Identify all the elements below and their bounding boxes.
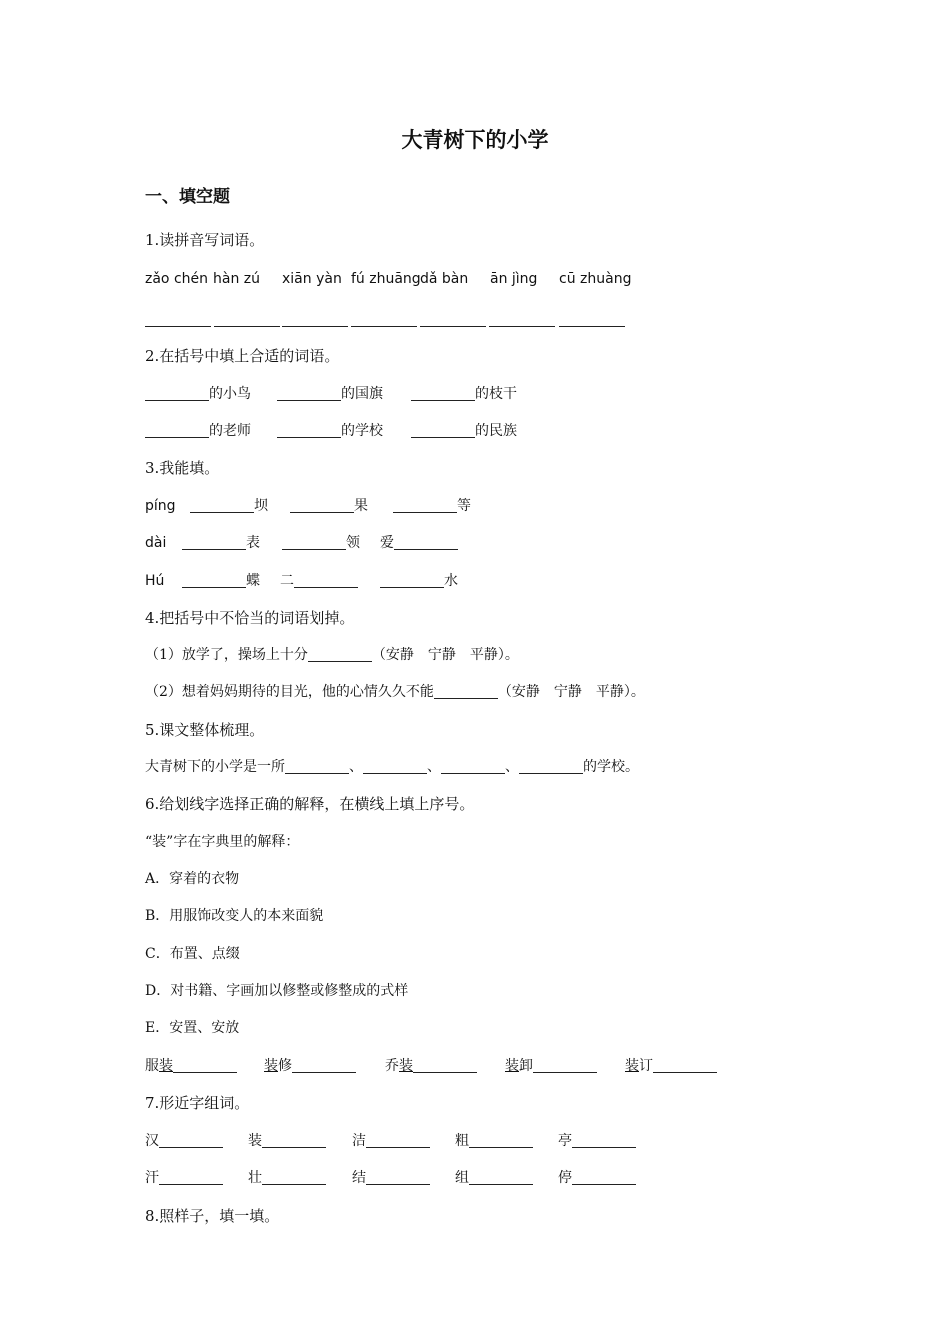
q7-char: 粗 bbox=[455, 1133, 469, 1149]
q7-item bbox=[455, 1168, 533, 1188]
q7-item bbox=[145, 1168, 223, 1188]
answer-blank[interactable] bbox=[159, 1170, 223, 1185]
word-part: 修 bbox=[278, 1058, 292, 1074]
separator: 、 bbox=[427, 759, 441, 775]
q2-text: 的枝干 bbox=[475, 386, 517, 402]
answer-blank[interactable] bbox=[393, 498, 457, 513]
answer-blank[interactable] bbox=[413, 1058, 477, 1073]
answer-blank[interactable] bbox=[363, 759, 427, 774]
q3-char: 水 bbox=[444, 573, 458, 589]
answer-blank[interactable] bbox=[277, 423, 341, 438]
underlined-char: 装 bbox=[264, 1058, 278, 1074]
pinyin-3: xiān yàn bbox=[282, 271, 342, 287]
q3-char: 二 bbox=[280, 573, 294, 589]
answer-blank[interactable] bbox=[653, 1058, 717, 1073]
answer-blank[interactable] bbox=[469, 1170, 533, 1185]
q7-char: 装 bbox=[248, 1133, 262, 1149]
q3-item bbox=[182, 571, 260, 591]
q6-option-d: D．对书籍、字画加以修整或修整成的式样 bbox=[145, 983, 409, 999]
q7-item bbox=[455, 1131, 533, 1151]
q3-item bbox=[380, 571, 458, 591]
q7-item bbox=[248, 1131, 326, 1151]
answer-blank[interactable] bbox=[489, 312, 555, 327]
pinyin-7: cū zhuàng bbox=[559, 271, 632, 287]
answer-blank[interactable] bbox=[366, 1133, 430, 1148]
answer-blank[interactable] bbox=[159, 1133, 223, 1148]
q7-char: 汗 bbox=[145, 1170, 159, 1186]
answer-blank[interactable] bbox=[290, 498, 354, 513]
question-7-label: 7.形近字组词。 bbox=[145, 1094, 250, 1112]
q5-sentence bbox=[145, 757, 639, 777]
answer-blank[interactable] bbox=[366, 1170, 430, 1185]
q2-text: 的民族 bbox=[475, 423, 517, 439]
answer-blank[interactable] bbox=[519, 759, 583, 774]
q3-item bbox=[190, 496, 268, 516]
q7-item bbox=[145, 1131, 223, 1151]
q4-text: （2）想着妈妈期待的目光，他的心情久久不能 bbox=[145, 684, 434, 700]
q2-item bbox=[411, 384, 517, 404]
q3-char: 蝶 bbox=[246, 573, 260, 589]
q7-item bbox=[558, 1131, 636, 1151]
pinyin-6: ān jìng bbox=[490, 271, 538, 287]
question-1-label: 1.读拼音写词语。 bbox=[145, 231, 265, 249]
answer-blank[interactable] bbox=[262, 1133, 326, 1148]
q3-pinyin: Hú bbox=[145, 573, 165, 589]
page-title: 大青树下的小学 bbox=[401, 128, 549, 152]
q3-item bbox=[393, 496, 471, 516]
answer-blank[interactable] bbox=[145, 423, 209, 438]
answer-blank[interactable] bbox=[380, 573, 444, 588]
q2-item bbox=[411, 421, 517, 441]
q3-char: 表 bbox=[246, 535, 260, 551]
answer-blank[interactable] bbox=[262, 1170, 326, 1185]
q7-char: 结 bbox=[352, 1170, 366, 1186]
answer-blank[interactable] bbox=[182, 573, 246, 588]
q3-pinyin: dài bbox=[145, 535, 167, 551]
answer-blank[interactable] bbox=[572, 1170, 636, 1185]
answer-blank[interactable] bbox=[173, 1058, 237, 1073]
answer-blank[interactable] bbox=[351, 312, 417, 327]
q4-sentence-1 bbox=[145, 645, 519, 665]
separator: 、 bbox=[505, 759, 519, 775]
q7-char: 亭 bbox=[558, 1133, 572, 1149]
q2-item bbox=[277, 421, 383, 441]
answer-blank[interactable] bbox=[572, 1133, 636, 1148]
word-part: 订 bbox=[639, 1058, 653, 1074]
q6-word bbox=[385, 1056, 477, 1076]
q7-item bbox=[352, 1168, 430, 1188]
q3-char: 坝 bbox=[254, 498, 268, 514]
q7-char: 停 bbox=[558, 1170, 572, 1186]
underlined-char: 装 bbox=[625, 1058, 639, 1074]
answer-blank[interactable] bbox=[214, 312, 280, 327]
q5-text: 的学校。 bbox=[583, 759, 639, 775]
q3-char: 果 bbox=[354, 498, 368, 514]
question-6-label: 6.给划线字选择正确的解释，在横线上填上序号。 bbox=[145, 795, 475, 813]
question-5-label: 5.课文整体梳理。 bbox=[145, 721, 265, 739]
answer-blank[interactable] bbox=[277, 386, 341, 401]
answer-blank[interactable] bbox=[282, 535, 346, 550]
q3-item bbox=[280, 571, 358, 591]
q6-option-a: A．穿着的衣物 bbox=[145, 871, 240, 887]
q7-char: 汉 bbox=[145, 1133, 159, 1149]
q3-pinyin: píng bbox=[145, 498, 176, 514]
q3-item bbox=[282, 533, 360, 553]
q6-word bbox=[505, 1056, 597, 1076]
answer-blank[interactable] bbox=[420, 312, 486, 327]
question-3-label: 3.我能填。 bbox=[145, 459, 220, 477]
pinyin-4: fú zhuāng bbox=[351, 271, 421, 287]
answer-blank[interactable] bbox=[145, 386, 209, 401]
q2-item bbox=[145, 421, 251, 441]
q3-item bbox=[290, 496, 368, 516]
q6-option-b: B．用服饰改变人的本来面貌 bbox=[145, 908, 324, 924]
q2-text: 的小鸟 bbox=[209, 386, 251, 402]
q7-item bbox=[558, 1168, 636, 1188]
q3-item bbox=[380, 533, 458, 553]
underlined-char: 装 bbox=[505, 1058, 519, 1074]
answer-blank[interactable] bbox=[308, 647, 372, 662]
answer-blank[interactable] bbox=[441, 759, 505, 774]
q3-item bbox=[182, 533, 260, 553]
answer-blank[interactable] bbox=[411, 423, 475, 438]
question-4-label: 4.把括号中不恰当的词语划掉。 bbox=[145, 609, 355, 627]
q5-text: 大青树下的小学是一所 bbox=[145, 759, 285, 775]
answer-blank[interactable] bbox=[190, 498, 254, 513]
q4-sentence-2 bbox=[145, 682, 645, 702]
q7-item bbox=[352, 1131, 430, 1151]
pinyin-2: hàn zú bbox=[213, 271, 260, 287]
answer-blank[interactable] bbox=[559, 312, 625, 327]
q2-item bbox=[277, 384, 383, 404]
q6-intro: “装”字在字典里的解释： bbox=[145, 834, 300, 850]
word-part: 服 bbox=[145, 1058, 159, 1074]
answer-blank[interactable] bbox=[434, 684, 498, 699]
question-8-label: 8.照样子，填一填。 bbox=[145, 1207, 280, 1225]
word-part: 卸 bbox=[519, 1058, 533, 1074]
answer-blank[interactable] bbox=[285, 759, 349, 774]
answer-blank[interactable] bbox=[294, 573, 358, 588]
q7-char: 组 bbox=[455, 1170, 469, 1186]
separator: 、 bbox=[349, 759, 363, 775]
q2-text: 的老师 bbox=[209, 423, 251, 439]
q2-text: 的国旗 bbox=[341, 386, 383, 402]
q6-word bbox=[625, 1056, 717, 1076]
answer-blank[interactable] bbox=[469, 1133, 533, 1148]
q6-word bbox=[264, 1056, 356, 1076]
q2-text: 的学校 bbox=[341, 423, 383, 439]
q4-text: （1）放学了，操场上十分 bbox=[145, 647, 308, 663]
q3-char: 爱 bbox=[380, 535, 394, 551]
q7-char: 壮 bbox=[248, 1170, 262, 1186]
underlined-char: 装 bbox=[159, 1058, 173, 1074]
section-heading: 一、填空题 bbox=[145, 187, 230, 207]
pinyin-1: zǎo chén bbox=[145, 271, 208, 287]
q6-word bbox=[145, 1056, 237, 1076]
answer-blank[interactable] bbox=[182, 535, 246, 550]
q6-option-e: E．安置、安放 bbox=[145, 1020, 240, 1036]
q4-options: （安静 宁静 平静）。 bbox=[497, 684, 645, 700]
q4-options: （安静 宁静 平静）。 bbox=[371, 647, 519, 663]
q2-item bbox=[145, 384, 251, 404]
underlined-char: 装 bbox=[399, 1058, 413, 1074]
question-2-label: 2.在括号中填上合适的词语。 bbox=[145, 347, 340, 365]
answer-blank[interactable] bbox=[145, 312, 211, 327]
answer-blank[interactable] bbox=[394, 535, 458, 550]
answer-blank[interactable] bbox=[282, 312, 348, 327]
q3-char: 等 bbox=[457, 498, 471, 514]
q7-item bbox=[248, 1168, 326, 1188]
word-part: 乔 bbox=[385, 1058, 399, 1074]
answer-blank[interactable] bbox=[533, 1058, 597, 1073]
q3-char: 领 bbox=[346, 535, 360, 551]
q6-option-c: C．布置、点缀 bbox=[145, 946, 240, 962]
answer-blank[interactable] bbox=[411, 386, 475, 401]
q7-char: 洁 bbox=[352, 1133, 366, 1149]
pinyin-5: dǎ bàn bbox=[420, 271, 469, 287]
answer-blank[interactable] bbox=[292, 1058, 356, 1073]
